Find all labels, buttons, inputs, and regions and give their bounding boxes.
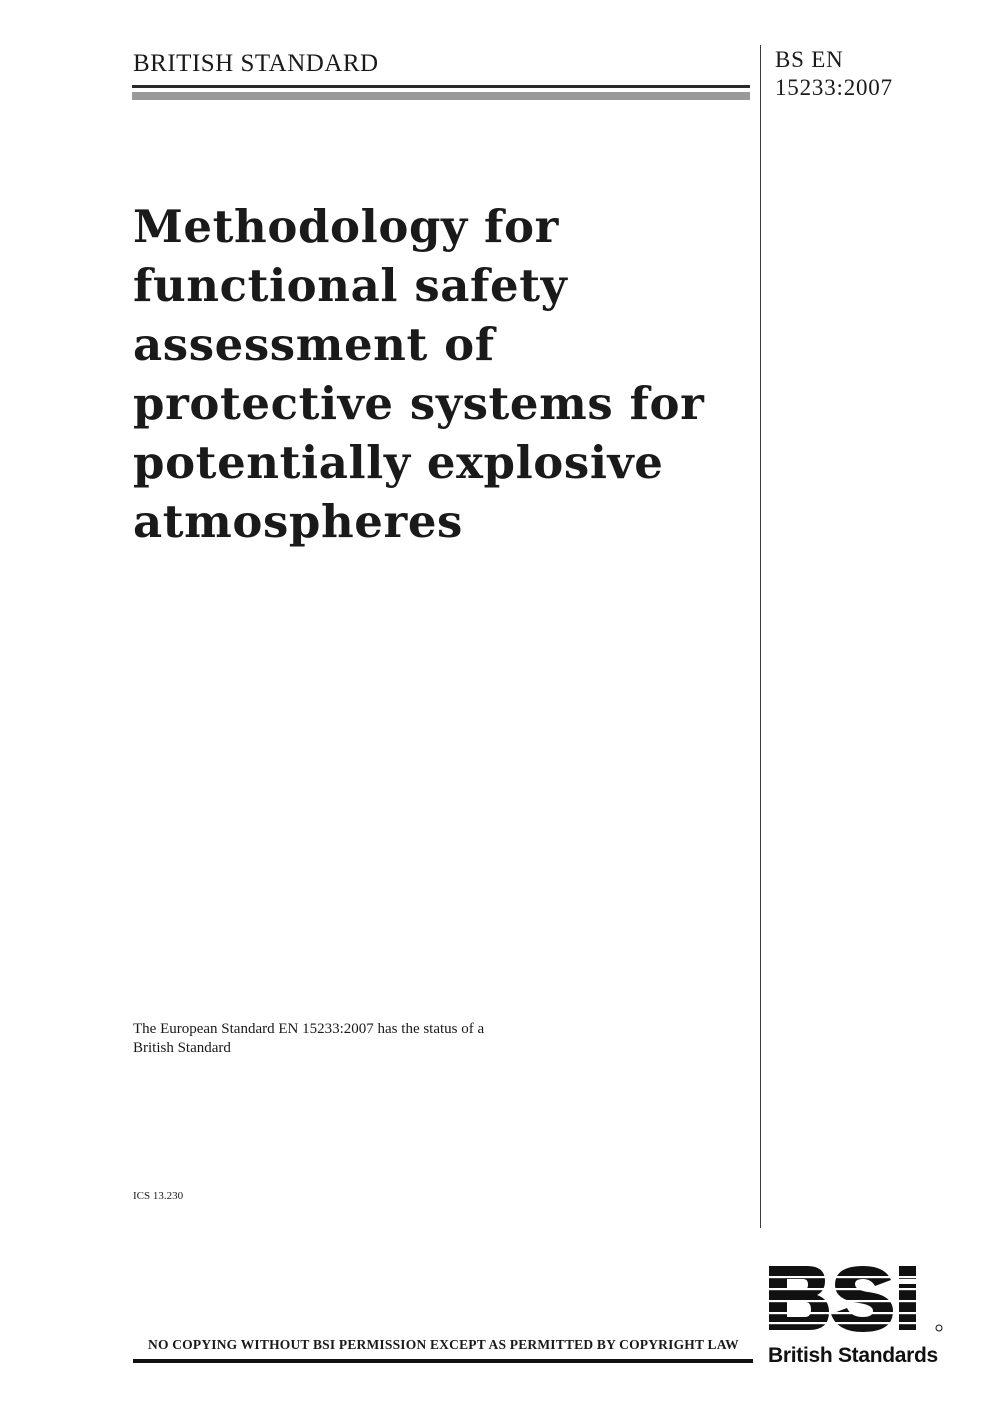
header-bar — [132, 92, 750, 100]
title-line: potentially explosive — [133, 436, 664, 489]
standard-number-line-2: 15233:2007 — [775, 75, 893, 100]
status-note — [133, 1020, 633, 1058]
document-title — [133, 197, 743, 551]
title-line: protective systems for — [133, 377, 705, 430]
status-note-line-1: The European Standard EN 15233:2007 has the status of a — [133, 1021, 485, 1037]
ics-code: ICS 13.230 — [133, 1190, 184, 1202]
title-line: functional safety — [133, 259, 568, 312]
copyright-notice: NO COPYING WITHOUT BSI PERMISSION EXCEPT AS PERMITTED BY COPYRIGHT LAW — [148, 1337, 739, 1352]
series-label: BRITISH STANDARD — [133, 50, 379, 77]
standard-number — [775, 46, 893, 102]
footer-rule — [133, 1359, 753, 1363]
brand-name: British Standards — [768, 1344, 938, 1367]
header-rule — [132, 85, 750, 88]
standard-number-line-1: BS EN — [775, 47, 844, 72]
title-line: atmospheres — [133, 495, 463, 548]
title-line: Methodology for — [133, 200, 559, 253]
column-divider — [760, 45, 761, 1228]
title-line: assessment of — [133, 318, 495, 371]
status-note-line-2: British Standard — [133, 1040, 231, 1056]
